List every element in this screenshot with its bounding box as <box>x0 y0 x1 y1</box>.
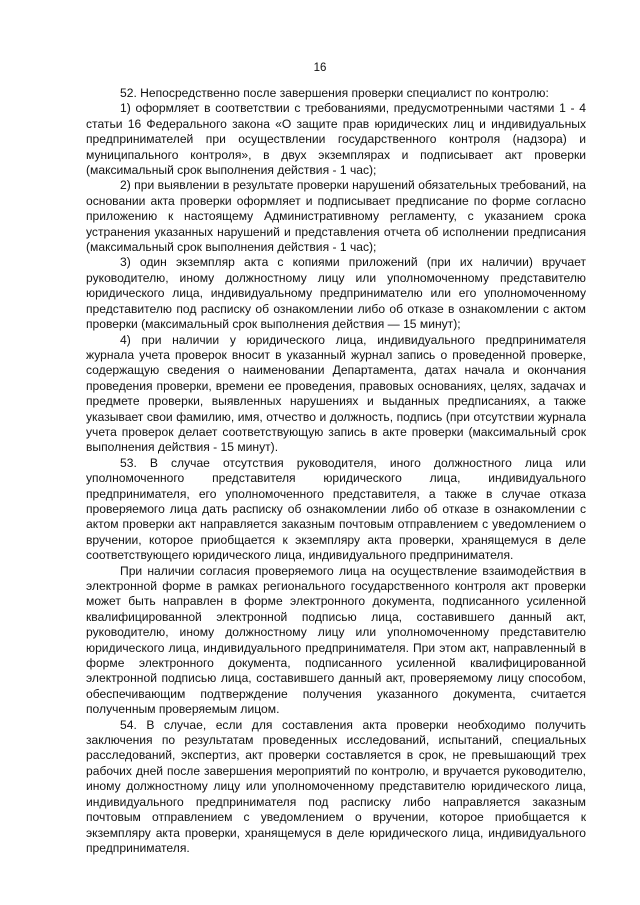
paragraph-52-intro: 52. Непосредственно после завершения проверки специалист по контролю: <box>120 86 549 100</box>
paragraph-52-item-2: 2) при выявлении в результате проверки нарушений обязательных требований, на основании акта проверки оформляет и подписывает предписание по форме согласно приложению к настоящему Административному регламенту, с указанием срока устранения указанных нарушений и представления отчета об исполнении предписания (максимальный срок выполнения действия - 1 час); <box>86 178 586 255</box>
paragraph-52-item-4: 4) при наличии у юридического лица, индивидуального предпринимателя журнала учета проверок вносит в указанный журнал запись о проведенной проверке, содержащую сведения о наименовании Департамента, датах начала и окончания проведения проверки, времени ее проведения, правовых основаниях, целях, задачах и предмете проверки, выявленных нарушениях и выданных предписаниях, а также указывает свои фамилию, имя, отчество и должность, подпись (при отсутствии журнала учета проверок делает соответствующую запись в акте проверки (максимальный срок выполнения действия - 15 минут). <box>86 332 586 455</box>
paragraph-52-item-3: 3) один экземпляр акта с копиями приложений (при их наличии) вручает руководителю, иному должностному лицу или уполномоченному представителю юридического лица, индивидуальному предпринимателю или его уполномоченному представителю под расписку об ознакомлении либо об отказе в ознакомлении с актом проверки (максимальный срок выполнения действия — 15 минут); <box>86 255 586 332</box>
paragraph-54: 54. В случае, если для составления акта проверки необходимо получить заключения по результатам проведенных исследований, испытаний, специальных расследований, экспертиз, акт проверки составляется в срок, не превышающий трех рабочих дней после завершения мероприятий по контролю, и вручается руководителю, иному должностному лицу или уполномоченному представителю юридического лица, индивидуального предпринимателя под расписку либо направляется заказным почтовым отправлением с уведомлением о вручении, которое приобщается к экземпляру акта проверки, хранящемуся в деле юридического лица, индивидуального предпринимателя. <box>86 717 586 855</box>
document-body <box>86 86 586 856</box>
paragraph-52-item-1: 1) оформляет в соответствии с требованиями, предусмотренными частями 1 - 4 статьи 16 Федерального закона «О защите прав юридических лиц и индивидуальных предпринимателей при осуществлении государственного контроля (надзора) и муниципального контроля», в двух экземплярах и подписывает акт проверки (максимальный срок выполнения действия - 1 час); <box>86 101 586 178</box>
page-number: 16 <box>313 62 327 74</box>
paragraph-53-electronic: При наличии согласия проверяемого лица на осуществление взаимодействия в электронной форме в рамках регионального государственного контроля акт проверки может быть направлен в форме электронного документа, подписанного усиленной квалифицированной электронной подписью лица, составившего данный акт, руководителю, иному должностному лицу или уполномоченному представителю юридического лица, индивидуального предпринимателя. При этом акт, направленный в форме электронного документа, подписанного усиленной квалифицированной электронной подписью лица, составившего данный акт, проверяемому лицу способом, обеспечивающим подтверждение получения указанного документа, считается полученным проверяемым лицом. <box>86 563 586 717</box>
paragraph-53: 53. В случае отсутствия руководителя, иного должностного лица или уполномоченного представителя юридического лица, индивидуального предпринимателя, его уполномоченного представителя, а также в случае отказа проверяемого лица дать расписку об ознакомлении либо об отказе в ознакомлении с актом проверки акт направляется заказным почтовым отправлением с уведомлением о вручении, которое приобщается к экземпляру акта проверки, хранящемуся в деле соответствующего юридического лица, индивидуального предпринимателя. <box>86 455 586 563</box>
